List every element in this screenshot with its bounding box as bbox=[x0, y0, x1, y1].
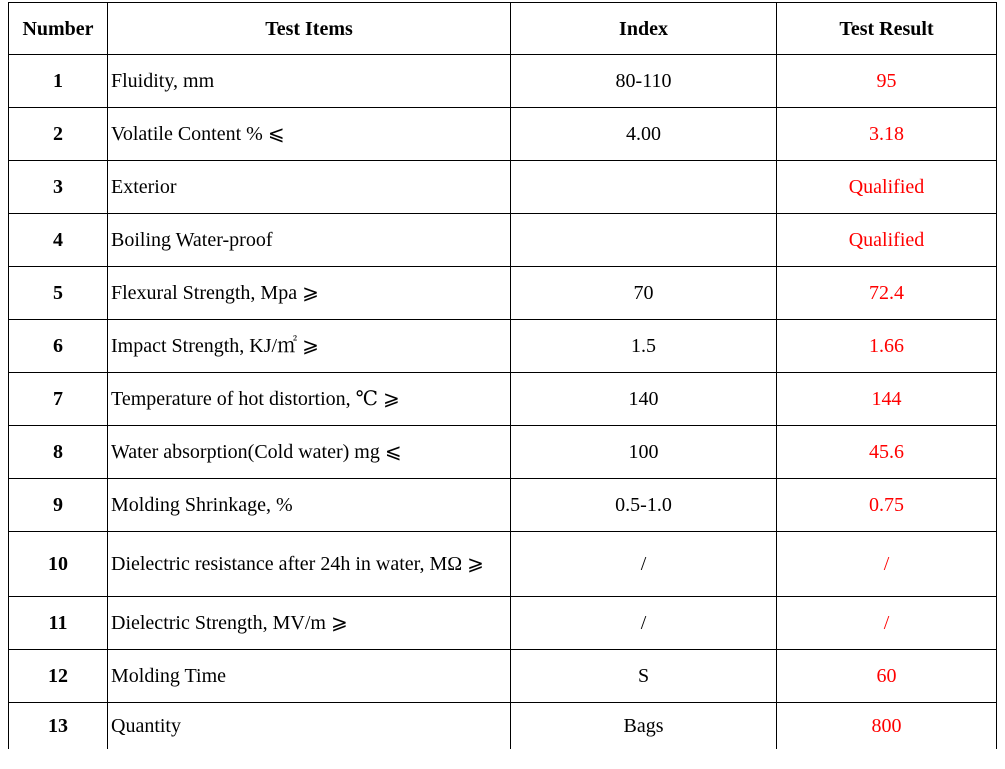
table-row bbox=[9, 426, 997, 479]
header-test-result: Test Result bbox=[777, 3, 997, 55]
header-number: Number bbox=[9, 3, 108, 55]
row-result: 800 bbox=[777, 703, 997, 750]
row-test-item: Dielectric Strength, MV/m ⩾ bbox=[108, 597, 511, 650]
row-index: S bbox=[511, 650, 777, 703]
row-index: / bbox=[511, 532, 777, 597]
row-index: Bags bbox=[511, 703, 777, 750]
row-number: 2 bbox=[9, 108, 108, 161]
row-test-item: Molding Shrinkage, % bbox=[108, 479, 511, 532]
row-number: 6 bbox=[9, 320, 108, 373]
row-test-item: Molding Time bbox=[108, 650, 511, 703]
table-row bbox=[9, 320, 997, 373]
row-index: 100 bbox=[511, 426, 777, 479]
row-index: 4.00 bbox=[511, 108, 777, 161]
row-test-item: Water absorption(Cold water) mg ⩽ bbox=[108, 426, 511, 479]
table-row bbox=[9, 597, 997, 650]
table-row bbox=[9, 108, 997, 161]
row-test-item: Volatile Content % ⩽ bbox=[108, 108, 511, 161]
row-result: / bbox=[777, 532, 997, 597]
row-result: 0.75 bbox=[777, 479, 997, 532]
row-number: 10 bbox=[9, 532, 108, 597]
row-test-item: Dielectric resistance after 24h in water, MΩ ⩾ bbox=[108, 532, 511, 597]
row-result: 95 bbox=[777, 55, 997, 108]
row-test-item: Quantity bbox=[108, 703, 511, 750]
table-row bbox=[9, 479, 997, 532]
row-number: 4 bbox=[9, 214, 108, 267]
header-row bbox=[9, 3, 997, 55]
header-test-items: Test Items bbox=[108, 3, 511, 55]
row-number: 11 bbox=[9, 597, 108, 650]
header-index: Index bbox=[511, 3, 777, 55]
row-number: 3 bbox=[9, 161, 108, 214]
row-index bbox=[511, 161, 777, 214]
row-result: Qualified bbox=[777, 161, 997, 214]
row-index: 70 bbox=[511, 267, 777, 320]
row-test-item: Temperature of hot distortion, ℃ ⩾ bbox=[108, 373, 511, 426]
table-row bbox=[9, 703, 997, 750]
row-result: 144 bbox=[777, 373, 997, 426]
table-row bbox=[9, 650, 997, 703]
row-number: 7 bbox=[9, 373, 108, 426]
row-index: 140 bbox=[511, 373, 777, 426]
row-number: 13 bbox=[9, 703, 108, 750]
test-results-table bbox=[8, 2, 997, 749]
row-index: / bbox=[511, 597, 777, 650]
row-test-item: Flexural Strength, Mpa ⩾ bbox=[108, 267, 511, 320]
row-number: 12 bbox=[9, 650, 108, 703]
row-index: 0.5-1.0 bbox=[511, 479, 777, 532]
row-result: 45.6 bbox=[777, 426, 997, 479]
table-row bbox=[9, 214, 997, 267]
row-result: Qualified bbox=[777, 214, 997, 267]
row-number: 8 bbox=[9, 426, 108, 479]
row-index: 1.5 bbox=[511, 320, 777, 373]
table-row bbox=[9, 532, 997, 597]
table-row bbox=[9, 373, 997, 426]
row-result: / bbox=[777, 597, 997, 650]
row-index bbox=[511, 214, 777, 267]
table-row bbox=[9, 267, 997, 320]
row-test-item: Boiling Water-proof bbox=[108, 214, 511, 267]
row-test-item: Exterior bbox=[108, 161, 511, 214]
row-result: 3.18 bbox=[777, 108, 997, 161]
row-number: 9 bbox=[9, 479, 108, 532]
row-test-item: Fluidity, mm bbox=[108, 55, 511, 108]
table-row bbox=[9, 161, 997, 214]
row-number: 5 bbox=[9, 267, 108, 320]
table-row bbox=[9, 55, 997, 108]
row-result: 72.4 bbox=[777, 267, 997, 320]
row-result: 60 bbox=[777, 650, 997, 703]
row-result: 1.66 bbox=[777, 320, 997, 373]
row-test-item: Impact Strength, KJ/㎡ ⩾ bbox=[108, 320, 511, 373]
row-number: 1 bbox=[9, 55, 108, 108]
row-index: 80-110 bbox=[511, 55, 777, 108]
